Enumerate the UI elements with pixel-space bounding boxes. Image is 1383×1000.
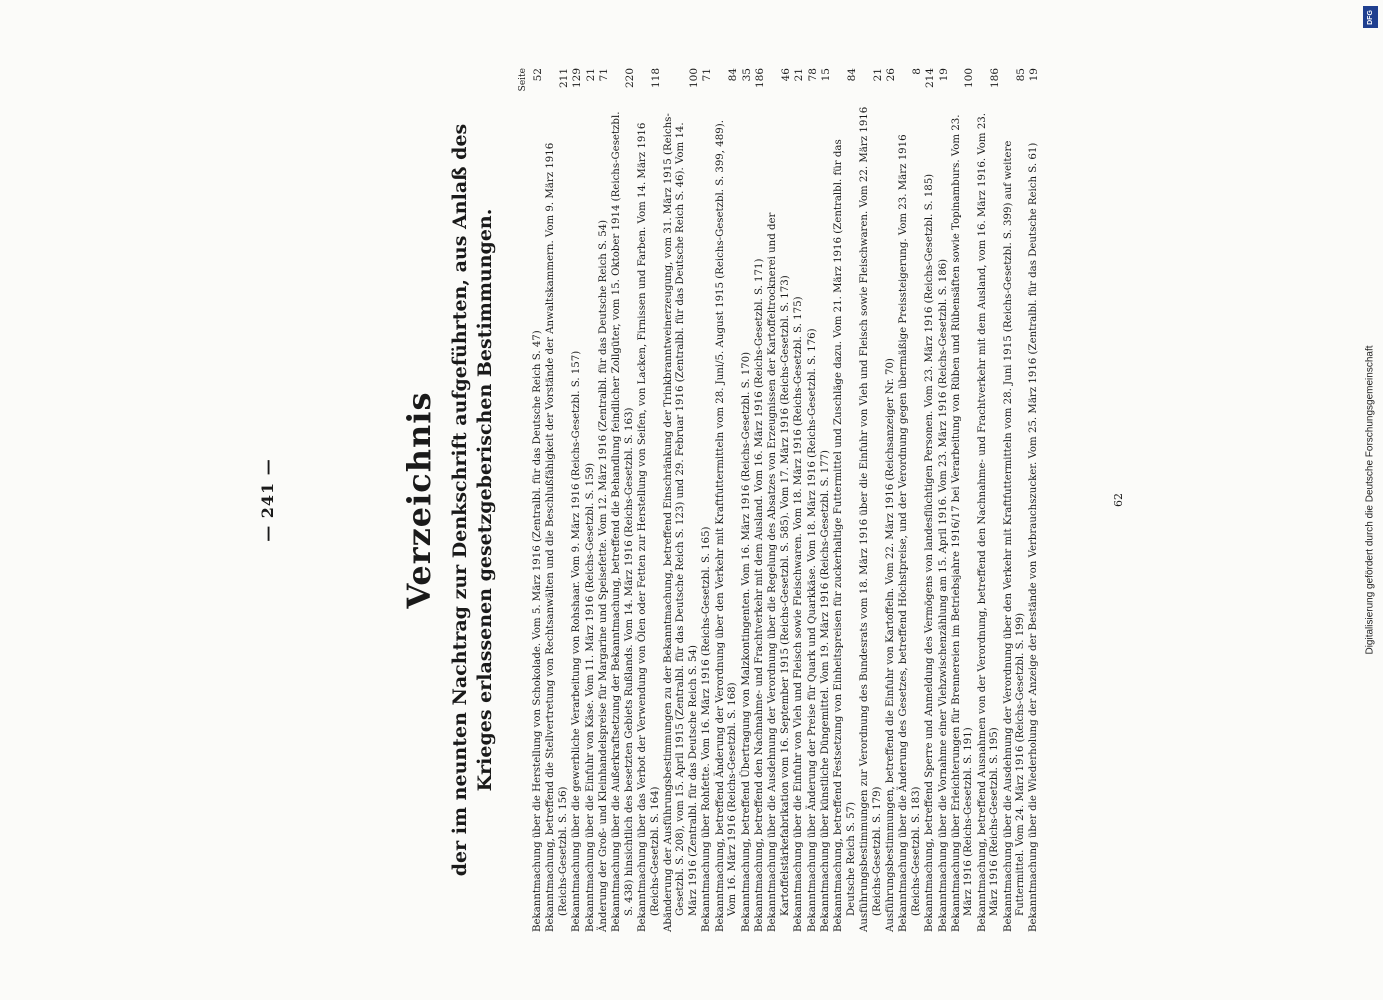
entry-text: Bekanntmachung, betreffend Festsetzung von Einheitspreisen für zuckerhaltige Futtermittel und Zuschläge dazu. Vom 21. März 1916 (Zentralbl. für das Deutsche Reich S. 57) xyxy=(833,139,857,932)
entry-list xyxy=(532,68,1042,932)
sheet-number: 62 xyxy=(1112,493,1125,507)
list-item xyxy=(741,68,753,932)
entry-page-number: 26 xyxy=(884,68,897,82)
entry-text: Bekanntmachung über die Änderung des Gesetzes, betreffend Höchstpreise, und der Verordnung gegen übermäßige Preissteigerung. Vom 23. März 1916 (Reichs-Gesetzbl. S. 183) xyxy=(898,134,922,932)
entry-page-number: 100 xyxy=(963,68,976,89)
list-item xyxy=(885,68,897,932)
entry-page-number: 186 xyxy=(989,68,1002,89)
entry-page-number: 21 xyxy=(584,68,597,82)
entry-page-number: 71 xyxy=(701,68,714,82)
entry-page-number: 71 xyxy=(598,68,611,82)
entry-page-number: 100 xyxy=(687,68,700,89)
list-item xyxy=(951,68,976,932)
list-item xyxy=(637,68,662,932)
entry-page-number: 21 xyxy=(871,68,884,82)
entry-page-number: 85 xyxy=(1015,68,1028,82)
rotated-content xyxy=(250,40,1130,960)
list-item xyxy=(767,68,792,932)
entry-text: Bekanntmachung, betreffend Übertragung von Malzkontingenten. Vom 16. März 1916 (Reichs-Gesetzbl. S. 170) xyxy=(740,351,752,932)
entry-page-number: 19 xyxy=(1028,68,1041,82)
dfg-credit-strip xyxy=(1361,0,1379,1000)
list-item xyxy=(611,68,636,932)
dfg-credit-text: Digitalisierung gefördert durch die Deutsche Forschungsgemeinschaft xyxy=(1364,345,1376,655)
entry-page-number: 15 xyxy=(819,68,832,82)
entry-page-number: 220 xyxy=(623,68,636,89)
entry-text: Bekanntmachung, betreffend Änderung der Verordnung über den Verkehr mit Kraftfuttermitteln vom 28. Juni/5. August 1915 (Reichs-Gesetzbl. S. 399, 489). Vom 16. März 1916 (Reichs-Gesetzbl. S. 168) xyxy=(714,120,739,932)
entry-text: Bekanntmachung über die Außerkraftsetzung der Bekanntmachung, betreffend die Behandlung feindlicher Zollgüter, vom 15. Oktober 1914 (Reichs-Gesetzbl. S. 438) hinsichtlich des besetzten Gebiets Rußlands. Vom 14. März 1916 (Reichs-Gesetzbl. S. 163) xyxy=(611,111,635,932)
list-item xyxy=(532,68,544,932)
dfg-logo: DFG xyxy=(1363,6,1378,28)
entry-text: Bekanntmachung über künstliche Düngemittel. Vom 19. März 1916 (Reichs-Gesetzbl. S. 177) xyxy=(819,449,831,932)
column-label-seite: Seite xyxy=(518,68,528,92)
entry-page-number: 186 xyxy=(753,68,766,89)
entry-text: Bekanntmachung über das Verbot der Verwendung von Ölen oder Fetten zur Herstellung von Seifen, von Lacken, Firnissen und Farben. Vom 14. März 1916 (Reichs-Gesetzbl. S. 164) xyxy=(637,122,661,932)
list-item xyxy=(1003,68,1028,932)
entry-text: Bekanntmachung über Änderung der Preise für Quark und Quarkkäse. Vom 18. März 1916 (Reichs-Gesetzbl. S. 176) xyxy=(806,328,818,932)
entry-text: Bekanntmachung über die Ausdehnung der Verordnung über den Verkehr mit Kraftfuttermitteln vom 28. Juni 1915 (Reichs-Gesetzbl. S. 399) auf weitere Futtermittel. Vom 24. März 1916 (Reichs-Gesetzbl. S. 199) xyxy=(1002,140,1027,932)
entry-page-number: 46 xyxy=(779,68,792,82)
entry-text: Bekanntmachung über die Einfuhr von Käse. Vom 11. März 1916 (Reichs-Gesetzbl. S. 159) xyxy=(584,462,596,932)
entry-page-number: 21 xyxy=(793,68,806,82)
page-subtitle: der im neunten Nachtrag zur Denkschrift aufgeführten, aus Anlaß des Krieges erlassenen gesetzgeberischen Bestimmungen. xyxy=(449,123,496,877)
list-item xyxy=(715,68,740,932)
entry-text: Bekanntmachung über die Vornahme einer Viehzwischenzählung am 15. April 1916. Vom 23. März 1916 (Reichs-Gesetzbl. S. 186) xyxy=(937,258,949,932)
entry-text: Bekanntmachung über die Ausdehnung der Verordnung über die Regelung des Absatzes von Erzeugnissen der Kartoffeltrocknerei und der Kartoffelstärkefabrikation vom 16. September 1915 (Reichs-Gesetzbl. S. 585). Vom 17. März 1916 (Reichs-Gesetzbl. S. 173) xyxy=(767,212,791,932)
entry-page-number: 84 xyxy=(845,68,858,82)
entry-text: Bekanntmachung über Rohfette. Vom 16. März 1916 (Reichs-Gesetzbl. S. 165) xyxy=(701,526,713,932)
list-item xyxy=(938,68,950,932)
page-title: Verzeichnis xyxy=(400,391,438,609)
list-item xyxy=(820,68,832,932)
page-number: — 241 — xyxy=(258,458,277,542)
entry-text: Bekanntmachung über die Herstellung von Schokolade. Vom 5. März 1916 (Zentralbl. für das Deutsche Reich S. 47) xyxy=(532,330,543,932)
entry-text: Bekanntmachung, betreffend Sperre und Anmeldung des Vermögens von landesflüchtigen Personen. Vom 23. März 1916 (Reichs-Gesetzbl. S. 185) xyxy=(924,173,936,932)
list-item xyxy=(701,68,713,932)
entry-text: Ausführungsbestimmungen, betreffend die Einfuhr von Kartoffeln. Vom 22. März 1916 (Reichsanzeiger Nr. 70) xyxy=(884,358,896,932)
list-item xyxy=(898,68,923,932)
entry-text: Bekanntmachung, betreffend die Stellvertretung von Rechtsanwälten und die Beschlußfähigkeit der Vorstände der Anwaltskammern. Vom 9. März 1916 (Reichs-Gesetzbl. S. 156) xyxy=(545,142,569,932)
entry-text: Bekanntmachung, betreffend den Nachnahme- und Frachtverkehr mit dem Ausland. Vom 16. März 1916 (Reichs-Gesetzbl. S. 171) xyxy=(753,258,765,932)
list-item xyxy=(977,68,1002,932)
entry-page-number: 35 xyxy=(740,68,753,82)
list-item xyxy=(598,68,610,932)
list-item xyxy=(924,68,936,932)
entry-text: Abänderung der Ausführungsbestimmungen zu der Bekanntmachung, betreffend Einschränkung der Trinkbranntweinerzeugung, vom 31. März 1915 (Reichs-Gesetzbl. S. 208), vom 15. April 1915 (Zentralbl. für das Deutsche Reich S. 123) und 29. Februar 1916 (Zentralbl. für das Deutsche Reich S. 46). Vom 14. März 1916 (Zentralbl. für das Deutsche Reich S. 54) xyxy=(663,113,699,932)
entry-page-number: 211 xyxy=(557,68,570,89)
entry-text: Bekanntmachung über Erleichterungen für Brennereien im Betriebsjahre 1916/17 bei Verarbeitung von Rüben und Rübensäften sowie Topinamburs. Vom 23. März 1916 (Reichs-Gesetzbl. S. 191) xyxy=(951,114,975,932)
list-item xyxy=(1028,68,1040,932)
list-item xyxy=(793,68,805,932)
entry-page-number: 118 xyxy=(649,68,662,89)
list-item xyxy=(545,68,570,932)
entry-text: Änderung der Groß- und Kleinhandelspreise für Margarine und Speisefette. Vom 12. März 1916 (Zentralbl. für das Deutsche Reich S. 54) xyxy=(598,219,610,932)
list-item xyxy=(663,68,700,932)
list-item xyxy=(754,68,766,932)
entry-page-number: 19 xyxy=(937,68,950,82)
entry-text: Bekanntmachung, betreffend Ausnahmen von der Verordnung, betreffend den Nachnahme- und Frachtverkehr mit dem Ausland, vom 16. März 1916. Vom 23. März 1916 (Reichs-Gesetzbl. S. 195) xyxy=(976,112,1001,932)
entry-page-number: 52 xyxy=(532,68,544,82)
list-item xyxy=(585,68,597,932)
entry-text: Ausführungsbestimmungen zur Verordnung des Bundesrats vom 18. März 1916 über die Einfuhr von Vieh und Fleisch sowie Fleischwaren. Vom 22. März 1916 (Reichs-Gesetzbl. S. 179) xyxy=(859,106,883,932)
list-item xyxy=(571,68,583,932)
list-item xyxy=(833,68,858,932)
entry-text: Bekanntmachung über die Wiederholung der Anzeige der Bestände von Verbrauchszucker. Vom 25. März 1916 (Zentralbl. für das Deutsche Reich S. 61) xyxy=(1028,142,1040,932)
entry-page-number: 84 xyxy=(727,68,740,82)
entry-page-number: 8 xyxy=(910,68,923,75)
entry-page-number: 129 xyxy=(571,68,584,89)
entry-page-number: 214 xyxy=(924,68,937,89)
list-item xyxy=(859,68,884,932)
entry-text: Bekanntmachung über die gewerbliche Verarbeitung von Rohshaar. Vom 9. März 1916 (Reichs-Gesetzbl. S. 157) xyxy=(571,350,583,932)
list-item xyxy=(807,68,819,932)
entry-page-number: 78 xyxy=(806,68,819,82)
entry-text: Bekanntmachung über die Einfuhr von Vieh und Fleisch sowie Fleischwaren. Vom 18. März 1916 (Reichs-Gesetzbl. S. 175) xyxy=(793,296,805,932)
